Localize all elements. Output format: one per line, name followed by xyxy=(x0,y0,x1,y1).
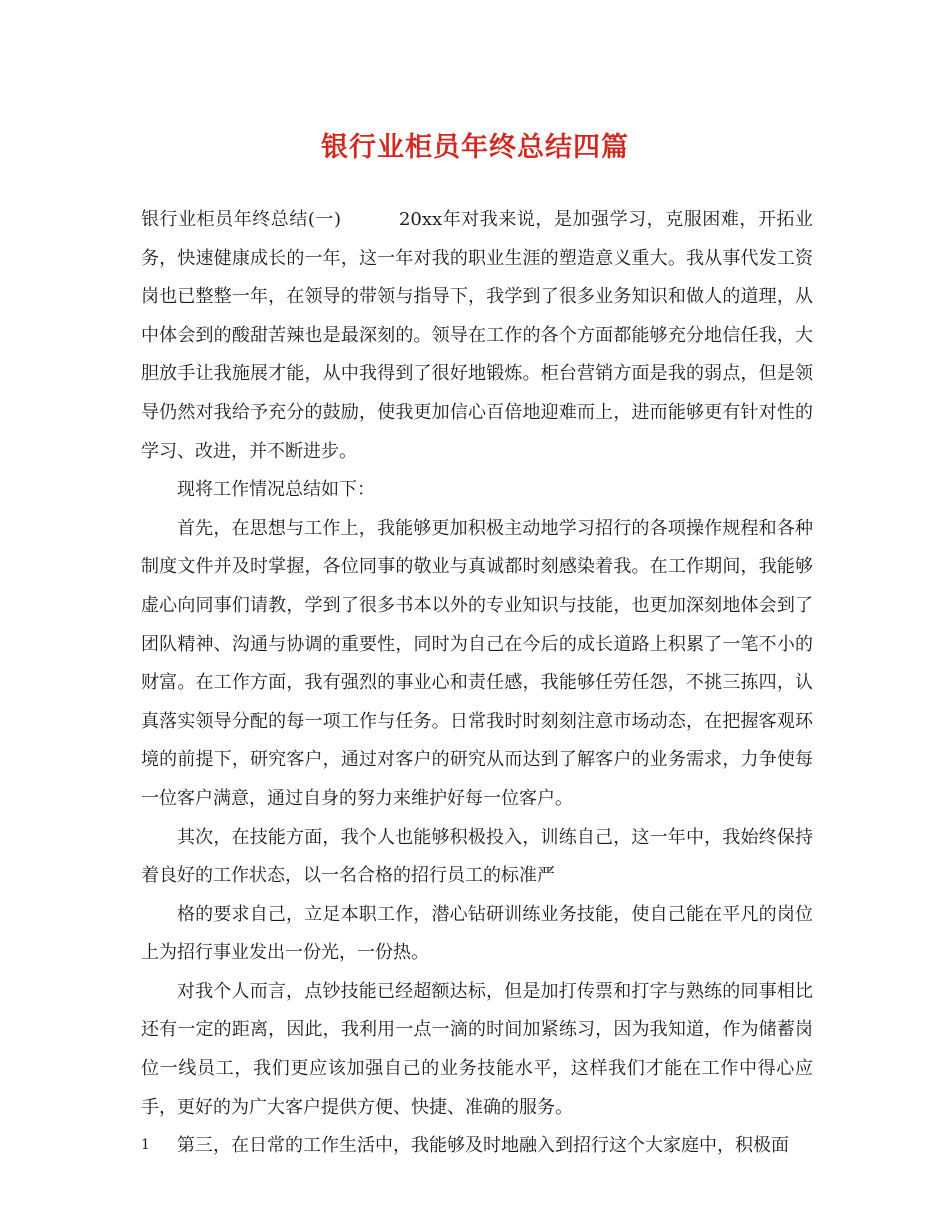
paragraph-intro xyxy=(141,201,813,471)
document-title: 银行业柜员年终总结四篇 xyxy=(321,132,629,163)
paragraph: 现将工作情况总结如下： xyxy=(177,479,375,501)
paragraph: 对我个人而言，点钞技能已经超额达标，但是加打传票和打字与熟练的同事相比还有一定的距离，因此，我利用一点一滴的时间加紧练习，因为我知道，作为储蓄岗位一线员工，我们更应该加强自己的业务技能水平，这样我们才能在工作中得心应手，更好的为广大客户提供方便、快捷、准确的服务。 xyxy=(141,980,813,1118)
document-body xyxy=(141,201,813,1166)
paragraph: 首先，在思想与工作上，我能够更加积极主动地学习招行的各项操作规程和各种制度文件并及时掌握，各位同事的敬业与真诚都时刻感染着我。在工作期间，我能够虚心向同事们请教，学到了很多书本以外的专业知识与技能，也更加深刻地体会到了团队精神、沟通与协调的重要性，同时为自己在今后的成长道路上积累了一笔不小的财富。在工作方面，我有强烈的事业心和责任感，我能够任劳任怨，不挑三拣四，认真落实领导分配的每一项工作与任务。日常我时时刻刻注意市场动态，在把握客观环境的前提下，研究客户，通过对客户的研究从而达到了解客户的业务需求，力争使每一位客户满意，通过自身的努力来维护好每一位客户。 xyxy=(141,517,813,809)
paragraph: 格的要求自己，立足本职工作，潜心钻研训练业务技能，使自己能在平凡的岗位上为招行事业发出一份光，一份热。 xyxy=(141,903,813,964)
paragraph-text: 20xx年对我来说，是加强学习，克服困难，开拓业务，快速健康成长的一年，这一年对我的职业生涯的塑造意义重大。我从事代发工资岗也已整整一年，在领导的带领与指导下，我学到了很多业务知识和做人的道理，从中体会到的酸甜苦辣也是最深刻的。领导在工作的各个方面都能够充分地信任我，大胆放手让我施展才能，从中我得到了很好地锻炼。柜台营销方面是我的弱点，但是领导仍然对我给予充分的鼓励，使我更加信心百倍地迎难而上，进而能够更有针对性的学习、改进，并不断进步。 xyxy=(141,209,813,462)
section-heading-inline: 银行业柜员年终总结(一) xyxy=(141,209,341,230)
paragraph: 第三，在日常的工作生活中，我能够及时地融入到招行这个大家庭中，积极面 xyxy=(177,1135,789,1157)
paragraph: 其次，在技能方面，我个人也能够积极投入，训练自己，这一年中，我始终保持着良好的工作状态，以一名合格的招行员工的标准严 xyxy=(141,826,813,887)
page-number: 1 xyxy=(141,1137,150,1153)
